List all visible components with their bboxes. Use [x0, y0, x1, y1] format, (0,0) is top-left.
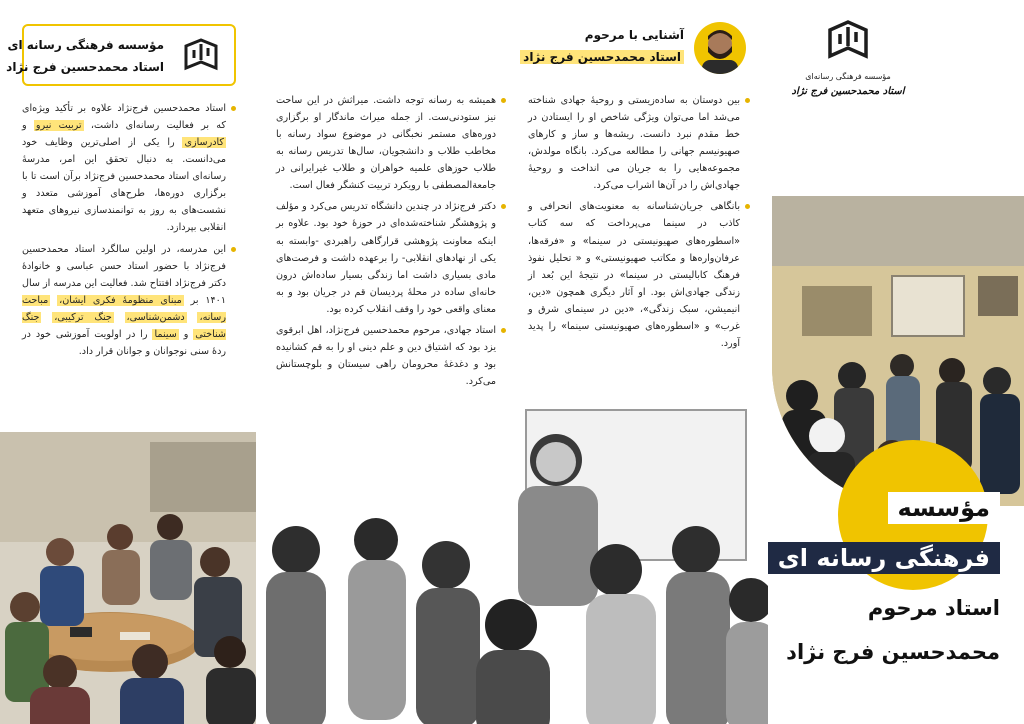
- text-run: را در اولویت آموزشی خود در ردهٔ سنی نوجوانان و جوانان قرار داد.: [22, 328, 226, 357]
- text-run: و: [183, 328, 189, 340]
- highlight-text: کادرسازی: [184, 137, 224, 149]
- middle-left-paragraph-3: [276, 322, 506, 390]
- bullet-dot: [501, 328, 506, 333]
- highlight-text: مبنای منظومهٔ فکری ایشان،: [59, 294, 182, 306]
- left-paragraph-2: [22, 241, 236, 360]
- left-text-block: [22, 100, 236, 364]
- bullet-dot: [231, 247, 236, 252]
- highlight-text: مباحث رسانه،: [22, 294, 226, 323]
- brand-logo-icon: [826, 18, 870, 62]
- title-line4: محمدحسین فرج نژاد: [786, 640, 1000, 664]
- text-run: و: [22, 120, 27, 132]
- title-line2: فرهنگی رسانه ای: [768, 542, 1000, 574]
- institute-header-line1: مؤسسه فرهنگی رسانه ای: [7, 38, 164, 52]
- middle-right-paragraph-2: [528, 198, 750, 352]
- middle-left-text-block: [276, 92, 506, 394]
- left-paragraph-1: [22, 100, 236, 237]
- text-run: استاد جهادی، مرحوم محمدحسین فرج‌نژاد، اهل ابرقوی یزد بود که اشتیاق دین و علم دینی او را به قم کشانیده بود و دغدغهٔ محرومان راهی سیستان و بلوچستانش می‌کرد.: [276, 324, 496, 387]
- highlight-text: دشمن‌شناسی،: [126, 311, 185, 323]
- highlight-text: سینما: [154, 328, 177, 340]
- bullet-dot: [231, 106, 236, 111]
- middle-left-paragraph-1: [276, 92, 506, 194]
- bullet-dot: [501, 98, 506, 103]
- about-header-line1: آشنایی با مرحوم: [584, 28, 684, 42]
- highlight-text: جنگ ترکیبی،: [54, 311, 112, 323]
- title-line3: استاد مرحوم: [867, 596, 1000, 620]
- highlight-text: جنگ شناختی: [22, 311, 226, 340]
- middle-left-paragraph-2: [276, 198, 506, 317]
- brand-caption-line2: استاد محمدحسین فرج نژاد: [791, 86, 905, 97]
- institute-header-box: [6, 24, 236, 86]
- students-illustration: [0, 432, 256, 724]
- right-panel: [768, 0, 1024, 724]
- institute-header-line2: استاد محمدحسین فرج نژاد: [6, 60, 164, 74]
- bullet-dot: [745, 204, 750, 209]
- institute-logo-icon: [182, 36, 220, 74]
- title-line1: مؤسسه: [888, 492, 1000, 524]
- portrait-avatar: [694, 22, 746, 74]
- text-run: بانگاهی جریان‌شناسانه به معنویت‌های انحرافی و کاذب در سینما می‌پرداخت که سه کتاب «اسطوره‌های صهیونیستی در سینما» و «فرقه‌ها، عرفان‌واره‌ها و مکاتب صهیونیستی» و « تحلیل نفوذ فرهنگ کابالیستی در سینما» در نتیجهٔ این بُعد از زندگی جهادی‌اش بود. او آثار دیگری همچون «دین، انیمیشن، سبک زندگی»، «دین در سینمای شرق و غرب» و «اسطوره‌های صهیونیستی سینما» را پدید آورد.: [528, 201, 740, 349]
- teacher-illustration: [256, 400, 768, 724]
- bullet-dot: [501, 204, 506, 209]
- brand-caption-line1: مؤسسه فرهنگی رسانه‌ای: [805, 72, 891, 81]
- text-run: استاد محمدحسین فرج‌نژاد علاوه بر تأکید ویژه‌ای که بر فعالیت رسانه‌ای داشت،: [22, 103, 227, 132]
- text-run: دکتر فرج‌نژاد در چندین دانشگاه تدریس می‌کرد و مؤلف و پژوهشگر شناخته‌شده‌ای در حوزهٔ خود بود. علاوه بر اینکه معاونت پژوهشی قرارگاهی راهبردی -وابسته به یکی از نهادهای انقلابی- را برعهده داشت و فرصت‌های مادی بسیاری داشت اما زندگی بسیار ساده‌اش درون خانه‌ای ساده در محلهٔ پردیسان قم در جریان بود و به معنای واقعی خود را وقف انقلاب کرده بود.: [276, 201, 496, 315]
- text-run: همیشه به رسانه توجه داشت. میراثش در این ساحت نیز ستودنی‌ست. از جمله میراث ماندگار او برگزاری دوره‌های مستمر نخبگانی در موضوع سواد رسانه با مخاطب طلاب و دانشجویان، سال‌ها تدریس رسانه به طلاب حوزهای علمیه خواهران و طلاب غیرایرانی در جامعة‌المصطفی با رویکرد تربیت کنشگر فعال است.: [276, 95, 496, 192]
- bullet-dot: [745, 98, 750, 103]
- text-run: را یکی از اصلی‌ترین وظایف خود می‌دانست. به دنبال تحقق این امر، مدرسهٔ رسانه‌ای استاد محمدحسین فرج‌نژاد برآن است تا با برگزاری دوره‌ها، طرح‌های آموزشی متعدد و نشست‌های به روز به توانمندسازی نیروهای متعهد انقلابی بپردازد.: [22, 137, 226, 234]
- text-run: بین دوستان به ساده‌زیستی و روحیهٔ جهادی شناخته می‌شد اما می‌توان ویژگی شاخص او را ایستادن در خط مقدم نبرد دانست. ریشه‌ها و ساز و کارهای صهیونیسم جهانی را مطالعه می‌کرد. بانگاه مولدش، مجموعه‌هایی را به جریان می انداخت و روحیهٔ جهادی‌اش را در آن‌ها اشراب می‌کرد.: [528, 95, 740, 192]
- middle-panel: [256, 0, 768, 724]
- left-panel: [0, 0, 256, 724]
- about-header: [523, 22, 750, 78]
- text-run: این مدرسه، در اولین سالگرد استاد محمدحسین فرج‌نژاد با حضور استاد حسن عباسی و خانوادهٔ دکتر فرج‌نژاد افتتاح شد. فعالیت این مدرسه از سال ۱۴۰۱ بر: [22, 243, 226, 306]
- middle-right-text-block: [528, 92, 750, 356]
- about-header-line2: استاد محمدحسین فرج نژاد: [520, 50, 684, 64]
- highlight-text: تربیت نیرو: [35, 120, 82, 132]
- middle-right-paragraph-1: [528, 92, 750, 194]
